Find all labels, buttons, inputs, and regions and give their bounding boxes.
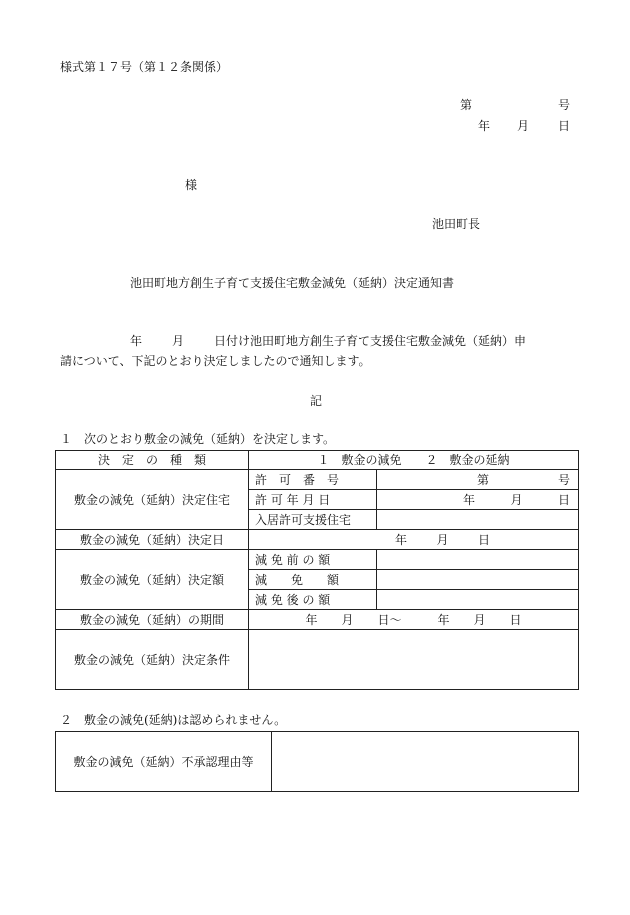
body-month: 月 [172, 334, 185, 348]
permit-date-year: 年 [463, 492, 476, 507]
decision-date-year: 年 [395, 532, 408, 547]
section1-heading: １ 次のとおり敷金の減免（延納）を決定します。 [60, 432, 336, 446]
decision-date-label: 敷金の減免（延納）決定日 [56, 530, 249, 550]
decision-date-day: 日 [478, 532, 491, 547]
amount-label: 敷金の減免（延納）決定額 [56, 550, 249, 610]
doc-date-year: 年 [478, 119, 491, 133]
section2-heading: ２ 敷金の減免(延納)は認められません。 [60, 713, 287, 727]
kind-value: １ 敷金の減免 ２ 敷金の延納 [249, 451, 579, 470]
reason-table [55, 731, 579, 792]
permit-no-suffix: 号 [558, 472, 571, 487]
doc-number-suffix: 号 [558, 98, 571, 112]
after-value [377, 590, 579, 610]
permit-date-value [377, 490, 579, 510]
decision-date-value [249, 530, 579, 550]
reduction-value [377, 570, 579, 590]
reduction-label: 減 免 額 [249, 570, 377, 590]
decision-date-month: 月 [436, 532, 449, 547]
permit-no-label: 許 可 番 号 [249, 470, 377, 490]
issuer: 池田町長 [432, 217, 481, 231]
doc-date-month: 月 [517, 119, 530, 133]
body-line2: 請について、下記のとおり決定しましたので通知します。 [60, 354, 371, 368]
reason-value [272, 732, 579, 792]
ki-heading: 記 [310, 394, 323, 408]
form-number: 様式第１７号（第１２条関係） [60, 60, 229, 74]
reason-label: 敷金の減免（延納）不承認理由等 [56, 732, 272, 792]
resident-housing-value [377, 510, 579, 530]
conditions-label: 敷金の減免（延納）決定条件 [56, 630, 249, 690]
doc-date-day: 日 [558, 119, 571, 133]
resident-housing-label: 入居許可支援住宅 [249, 510, 377, 530]
body-year: 年 [130, 334, 143, 348]
conditions-value [249, 630, 579, 690]
permit-date-day: 日 [558, 492, 571, 507]
kind-label: 決 定 の 種 類 [56, 451, 249, 470]
permit-date-month: 月 [510, 492, 523, 507]
doc-number-prefix: 第 [460, 98, 473, 112]
decision-table [55, 450, 579, 690]
housing-label: 敷金の減免（延納）決定住宅 [56, 470, 249, 530]
before-label: 減 免 前 の 額 [249, 550, 377, 570]
after-label: 減 免 後 の 額 [249, 590, 377, 610]
body-line1: 日付け池田町地方創生子育て支援住宅敷金減免（延納）申 [214, 334, 527, 348]
permit-date-label: 許 可 年 月 日 [249, 490, 377, 510]
permit-no-prefix: 第 [477, 472, 490, 487]
addressee-suffix: 様 [185, 178, 198, 192]
document-title: 池田町地方創生子育て支援住宅敷金減免（延納）決定通知書 [130, 276, 455, 290]
period-value: 年 月 日～ 年 月 日 [249, 610, 579, 630]
period-label: 敷金の減免（延納）の期間 [56, 610, 249, 630]
permit-no-value [377, 470, 579, 490]
before-value [377, 550, 579, 570]
